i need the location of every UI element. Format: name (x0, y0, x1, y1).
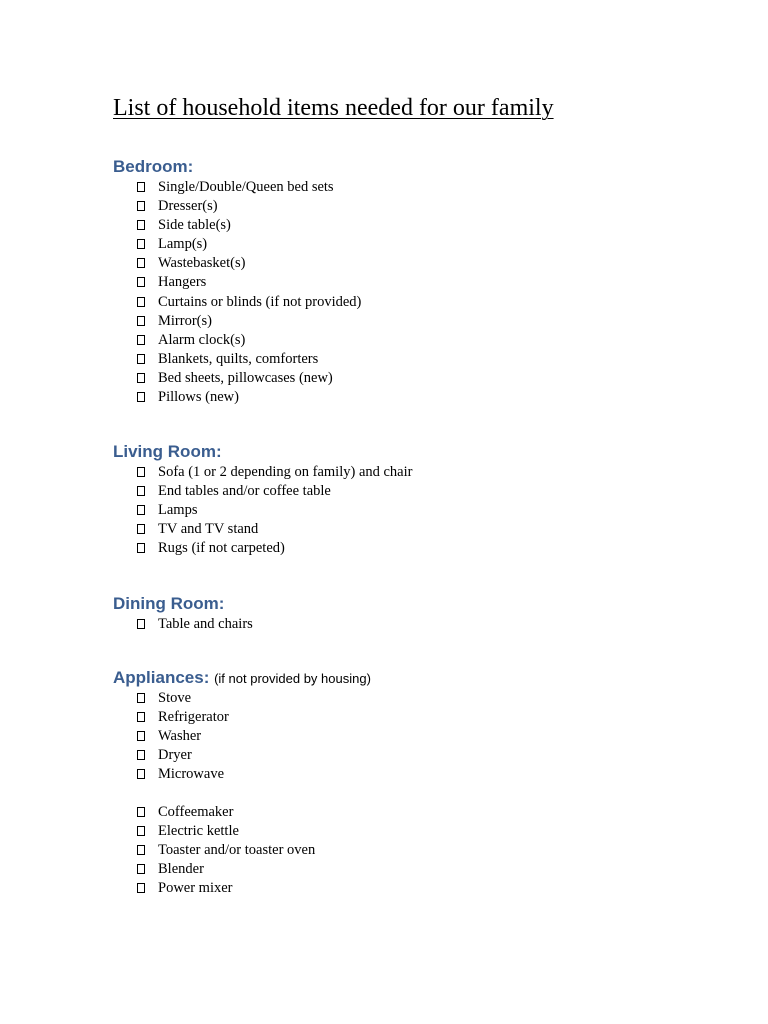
checkbox-icon (137, 297, 145, 307)
checkbox-icon (137, 693, 145, 703)
item-label: Dryer (158, 747, 192, 764)
item-label: Toaster and/or toaster oven (158, 842, 316, 859)
checkbox-icon (137, 354, 145, 364)
page-title: List of household items needed for our family (113, 95, 554, 121)
item-label: Blankets, quilts, comforters (158, 350, 319, 367)
list-item (113, 273, 207, 292)
checkbox-icon (137, 467, 145, 477)
list-item (113, 727, 371, 746)
item-label: Power mixer (158, 880, 233, 897)
section-heading-label: Appliances: (113, 668, 210, 687)
dining-room-checklist (113, 615, 253, 634)
item-label: Wastebasket(s) (158, 255, 246, 272)
checkbox-icon (137, 277, 145, 287)
checkbox-icon (137, 712, 145, 722)
list-item (113, 331, 246, 350)
item-label: Bed sheets, pillowcases (new) (158, 369, 333, 386)
checkbox-icon (137, 619, 145, 629)
checkbox-icon (137, 543, 145, 553)
item-label: TV and TV stand (158, 521, 259, 538)
list-item (113, 615, 253, 634)
item-label: Table and chairs (158, 616, 253, 632)
list-item (113, 860, 371, 879)
section-heading-dining-room: Dining Room: (113, 594, 225, 613)
checkbox-icon (137, 864, 145, 874)
checkbox-icon (137, 201, 145, 211)
checkbox-icon (137, 373, 145, 383)
list-item (113, 841, 371, 860)
appliances-section (113, 667, 371, 898)
item-label: Microwave (158, 766, 225, 783)
item-label: Alarm clock(s) (158, 331, 246, 348)
checkbox-icon (137, 239, 145, 249)
appliances-checklist (113, 689, 371, 898)
item-label: Coffeemaker (158, 803, 234, 820)
checkbox-icon (137, 182, 145, 192)
item-label: Electric kettle (158, 823, 239, 840)
list-item (113, 765, 371, 784)
list-item (113, 746, 371, 765)
checkbox-icon (137, 392, 145, 402)
bedroom-section (113, 156, 362, 407)
living-room-checklist (113, 463, 413, 558)
list-item (113, 254, 246, 273)
list-item (113, 822, 371, 841)
checkbox-icon (137, 524, 145, 534)
list-item (113, 178, 334, 197)
item-label: Single/Double/Queen bed sets (158, 179, 334, 195)
checkbox-icon (137, 486, 145, 496)
section-heading-note: (if not provided by housing) (214, 671, 371, 686)
list-item (113, 482, 331, 501)
checkbox-icon (137, 731, 145, 741)
item-label: Dresser(s) (158, 198, 218, 215)
list-item (113, 350, 319, 369)
checkbox-icon (137, 505, 145, 515)
list-item (113, 216, 231, 235)
section-heading-appliances (113, 667, 371, 689)
list-item (113, 312, 212, 331)
list-item (113, 369, 333, 388)
item-label: Blender (158, 861, 204, 878)
item-label: End tables and/or coffee table (158, 483, 331, 500)
item-label: Curtains or blinds (if not provided) (158, 293, 362, 310)
item-label: Washer (158, 728, 202, 745)
checkbox-icon (137, 258, 145, 268)
list-item (113, 293, 362, 312)
section-heading-living-room: Living Room: (113, 442, 222, 461)
checkbox-icon (137, 807, 145, 817)
item-label: Side table(s) (158, 217, 231, 234)
list-item (113, 879, 371, 898)
checkbox-icon (137, 769, 145, 779)
item-label: Mirror(s) (158, 312, 212, 329)
list-item (113, 539, 285, 558)
section-heading-bedroom: Bedroom: (113, 157, 194, 176)
list-item (113, 463, 413, 482)
item-label: Sofa (1 or 2 depending on family) and chair (158, 464, 413, 480)
list-item (113, 520, 259, 539)
living-room-section (113, 441, 413, 558)
list-item (113, 689, 371, 708)
list-item (113, 708, 371, 727)
item-label: Lamp(s) (158, 236, 208, 253)
checkbox-icon (137, 826, 145, 836)
item-label: Pillows (new) (158, 389, 239, 406)
bedroom-checklist (113, 178, 362, 407)
item-label: Stove (158, 690, 192, 706)
dining-room-section (113, 593, 253, 634)
checkbox-icon (137, 335, 145, 345)
list-item (113, 197, 218, 216)
checkbox-icon (137, 845, 145, 855)
list-item (113, 501, 222, 520)
list-item (113, 388, 239, 407)
list-item (113, 235, 208, 254)
item-label: Hangers (158, 274, 207, 291)
checkbox-icon (137, 883, 145, 893)
item-label: Lamps (158, 502, 198, 519)
list-item (113, 803, 371, 822)
checkbox-icon (137, 316, 145, 326)
checkbox-icon (137, 220, 145, 230)
item-label: Refrigerator (158, 709, 229, 726)
checkbox-icon (137, 750, 145, 760)
item-label: Rugs (if not carpeted) (158, 540, 285, 557)
